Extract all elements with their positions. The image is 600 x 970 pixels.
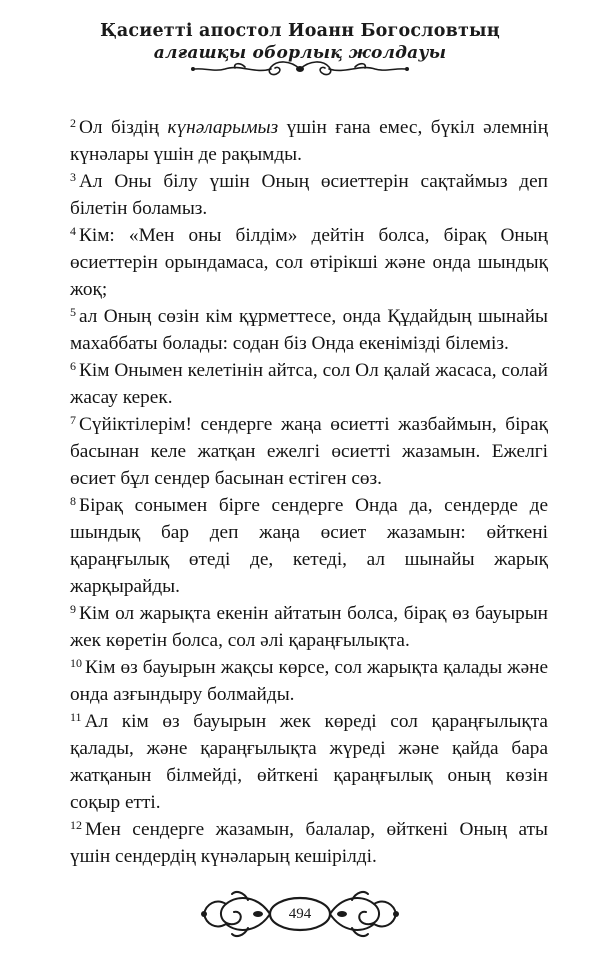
verse-emphasis: күнәларымыз [167,117,279,138]
verse [70,168,548,222]
verse-number: 2 [70,116,76,130]
verse [70,708,548,816]
verse-text: Мен сендерге жазамын, балалар, өйткені Оның аты үшін сендердің күнәларың кешірілді. [70,819,548,867]
verse-number: 12 [70,818,82,832]
verse-number: 8 [70,494,76,508]
header-title-line2: алғашқы оборлық жолдауы [153,43,447,63]
verse-number: 3 [70,170,76,184]
header-title-line1: Қасиетті апостол Иоанн Богословтың [100,21,500,41]
verse-text: Бірақ сонымен бірге сендерге Онда да, сендерде де шындық бар деп жаңа өсиет жазамын: өйткені қараңғылық өтеді де, кетеді, ал шынайы жарық жарқырайды. [70,495,548,597]
verse-number: 9 [70,602,76,616]
verse-text: ал Оның сөзін кім құрметтесе, онда Құдайдың шынайы махаббаты болады: содан біз Онда екенімізді білеміз. [70,306,548,354]
verse-text: үшін ғана емес, бүкіл әлемнің күнәлары үшін де рақымды. [70,117,549,165]
verse-text: Кім Онымен келетінін айтса, сол Ол қалай жасаса, солай жасау керек. [70,360,548,408]
verse [70,816,548,870]
verse [70,600,548,654]
verse-number: 11 [70,710,82,724]
header-flourish-icon [185,58,415,80]
verse [70,492,548,600]
verse [70,357,548,411]
verse-number: 10 [70,656,82,670]
verse-text: Ал Оны білу үшін Оның өсиеттерін сақтаймыз деп білетін боламыз. [70,171,548,219]
verse-text: Кім ол жарықта екенін айтатын болса, бірақ өз бауырын жек көретін болса, сол әлі қараңғылықта. [70,603,548,651]
verse-number: 4 [70,224,76,238]
verse-text: Кім өз бауырын жақсы көрсе, сол жарықта қалады және онда азғындыру болмайды. [70,657,548,705]
verse [70,303,548,357]
verse-text: Ал кім өз бауырын жек көреді сол қараңғылықта қалады, және қараңғылықта жүреді және қайда бара жатқанын білмейді, өйткені қараңғылық оның көзін соқыр етті. [70,711,548,813]
verse-text: Кім: «Мен оны білдім» дейтін болса, бірақ Оның өсиеттерін орындамаса, сол өтірікші және онда шындық жоқ; [70,225,548,300]
verse-text: Ол біздің [79,117,168,138]
verse-text: Сүйіктілерім! сендерге жаңа өсиетті жазбаймын, бірақ басынан келе жатқан ежелгі өсиетті жазамын. Ежелгі өсиет бұл сендер басынан естіген сөз. [70,414,548,489]
verse [70,114,548,168]
verse [70,654,548,708]
verse-number: 6 [70,359,76,373]
page-number: 494 [288,906,312,922]
verse [70,222,548,303]
verse-number: 5 [70,305,76,319]
verse-text-block [70,114,548,870]
verse [70,411,548,492]
verse-number: 7 [70,413,76,427]
